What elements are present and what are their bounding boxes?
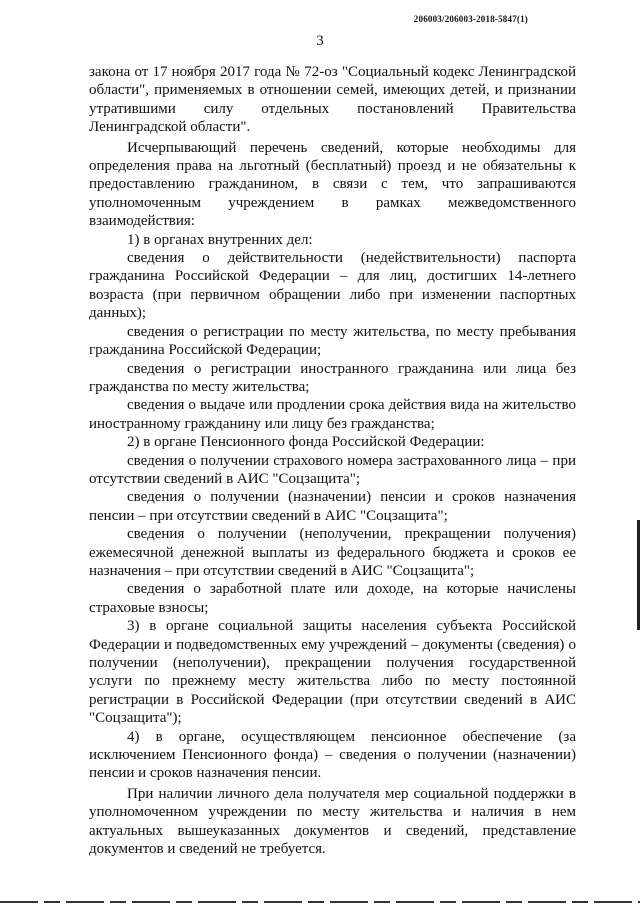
paragraph-passport-validity: сведения о действительности (недействительности) паспорта гражданина Российской Федерации – для лиц, достигших 14-летнего возраста (при первичном обращении либо при изменении паспортных данных);: [89, 250, 576, 322]
document-id: 206003/206003-2018-5847(1): [413, 14, 528, 24]
paragraph-law-reference: закона от 17 ноября 2017 года № 72-оз "Социальный кодекс Ленинградской области", применяемых в отношении семей, имеющих детей, и признании утратившими силу отдельных постановлений Правительства Ленинградской области".: [89, 64, 576, 136]
paragraph-monthly-payment: сведения о получении (неполучении, прекращении получения) ежемесячной денежной выплаты из федерального бюджета и сроков ее назначения – при отсутствии сведений в АИС "Соцзащита";: [89, 526, 576, 579]
page-number: 3: [316, 33, 324, 49]
paragraph-info-list-intro: Исчерпывающий перечень сведений, которые необходимы для определения права на льготный (бесплатный) проезд и не обязательны к предоставлению гражданином, в связи с тем, что запрашиваются уполномоченным учреждением в рамках межведомственного взаимодействия:: [89, 139, 576, 230]
paragraph-item-2-heading: 2) в органе Пенсионного фонда Российской Федерации:: [127, 434, 485, 451]
paragraph-registration-foreigner: сведения о регистрации иностранного гражданина или лица без гражданства по месту жительства;: [89, 360, 576, 395]
paragraph-personal-file: При наличии личного дела получателя мер социальной поддержки в уполномоченном учреждении по месту жительства и наличия в нем актуальных вышеуказанных документов и сведений, представление документов и сведений не требуется.: [89, 785, 576, 858]
paragraph-insurance-number: сведения о получении страхового номера застрахованного лица – при отсутствии сведений в АИС "Соцзащита";: [89, 452, 576, 487]
paragraph-registration-citizen: сведения о регистрации по месту жительства, по месту пребывания гражданина Российской Федерации;: [89, 323, 576, 359]
scan-bottom-rule: [0, 901, 640, 903]
paragraph-item-1-heading: 1) в органах внутренних дел:: [127, 231, 313, 248]
paragraph-residence-permit: сведения о выдаче или продлении срока действия вида на жительство иностранному гражданину или лицу без гражданства;: [89, 397, 576, 432]
paragraph-pension-assignment: сведения о получении (назначении) пенсии и сроков назначения пенсии – при отсутствии сведений в АИС "Соцзащита";: [89, 489, 576, 524]
document-body: [89, 63, 576, 858]
paragraph-item-4-pension-provider: 4) в органе, осуществляющем пенсионное обеспечение (за исключением Пенсионного фонда) – сведения о получении (назначении) пенсии и сроков назначения пенсии.: [89, 728, 576, 782]
paragraph-item-3-social-protection: 3) в органе социальной защиты населения субъекта Российской Федерации и подведомственных ему учреждений – документы (сведения) о получении (неполучении), прекращении получения государственной услуги по прежнему месту жительства либо по месту постоянной регистрации в Российской Федерации (при отсутствии сведений в АИС "Соцзащита");: [89, 618, 576, 727]
paragraph-salary-income: сведения о заработной плате или доходе, на которые начислены страховые взносы;: [89, 581, 576, 616]
